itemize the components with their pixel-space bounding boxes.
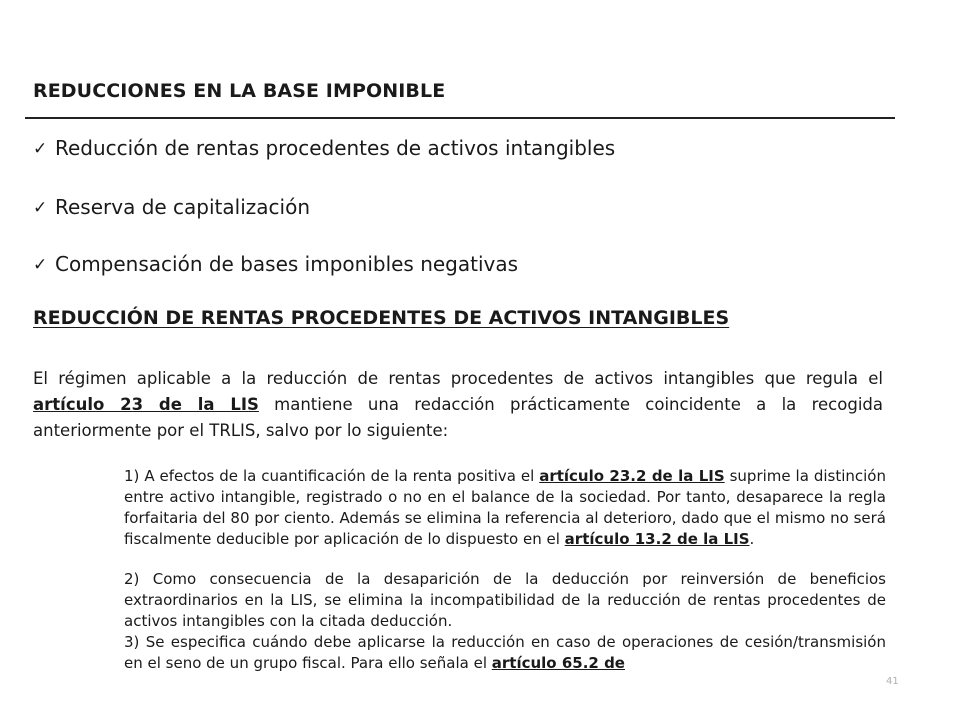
check-icon: ✓ — [33, 139, 48, 159]
law-reference-link[interactable]: artículo 23 de la LIS — [33, 395, 259, 414]
point-3 — [124, 632, 886, 674]
bullet-label: Compensación de bases imponibles negativas — [55, 252, 519, 276]
point-text: . — [749, 530, 755, 548]
heading-divider — [25, 117, 895, 119]
point-2: 2) Como consecuencia de la desaparición de la deducción por reinversión de beneficios extraordinarios en la LIS, se elimina la incompatibilidad de la reducción de rentas procedentes de activos intangibles con la citada deducción. — [124, 570, 886, 630]
page-number: 41 — [886, 676, 899, 687]
paragraph-text: mantiene una redacción prácticamente coincidente a la recogida anteriormente por el TRLIS, salvo por lo siguiente: — [33, 395, 883, 440]
law-reference-link[interactable]: artículo 13.2 de la LIS — [564, 530, 750, 548]
bullet-item — [33, 252, 518, 276]
point-text: 1) A efectos de la cuantificación de la renta positiva el — [124, 467, 540, 485]
points-list — [124, 466, 886, 674]
subsection-heading: REDUCCIÓN DE RENTAS PROCEDENTES DE ACTIVOS INTANGIBLES — [33, 307, 730, 329]
section-heading: REDUCCIONES EN LA BASE IMPONIBLE — [33, 80, 446, 102]
point-text: suprime la distinción entre activo intangible, registrado o no en el balance de la sociedad. Por tanto, desaparece la regla forfaitaria del 80 por ciento. Además se elimina la referencia al deterioro, dado que el mismo no será fiscalmente deducible por aplicación de lo dispuesto en el — [124, 467, 886, 548]
law-reference-link[interactable]: artículo 65.2 de — [491, 654, 625, 672]
bullet-label: Reducción de rentas procedentes de activos intangibles — [55, 136, 616, 160]
bullet-item — [33, 136, 615, 160]
bullet-label: Reserva de capitalización — [55, 195, 310, 219]
point-text: 3) Se especifica cuándo debe aplicarse la reducción en caso de operaciones de cesión/transmisión en el seno de un grupo fiscal. Para ello señala el — [124, 633, 886, 672]
point-1 — [124, 466, 886, 550]
bullet-item — [33, 195, 310, 219]
check-icon: ✓ — [33, 198, 48, 218]
check-icon: ✓ — [33, 255, 48, 275]
paragraph-text: El régimen aplicable a la reducción de rentas procedentes de activos intangibles que regula el — [33, 369, 883, 388]
law-reference-link[interactable]: artículo 23.2 de la LIS — [539, 467, 725, 485]
intro-paragraph — [33, 366, 883, 444]
